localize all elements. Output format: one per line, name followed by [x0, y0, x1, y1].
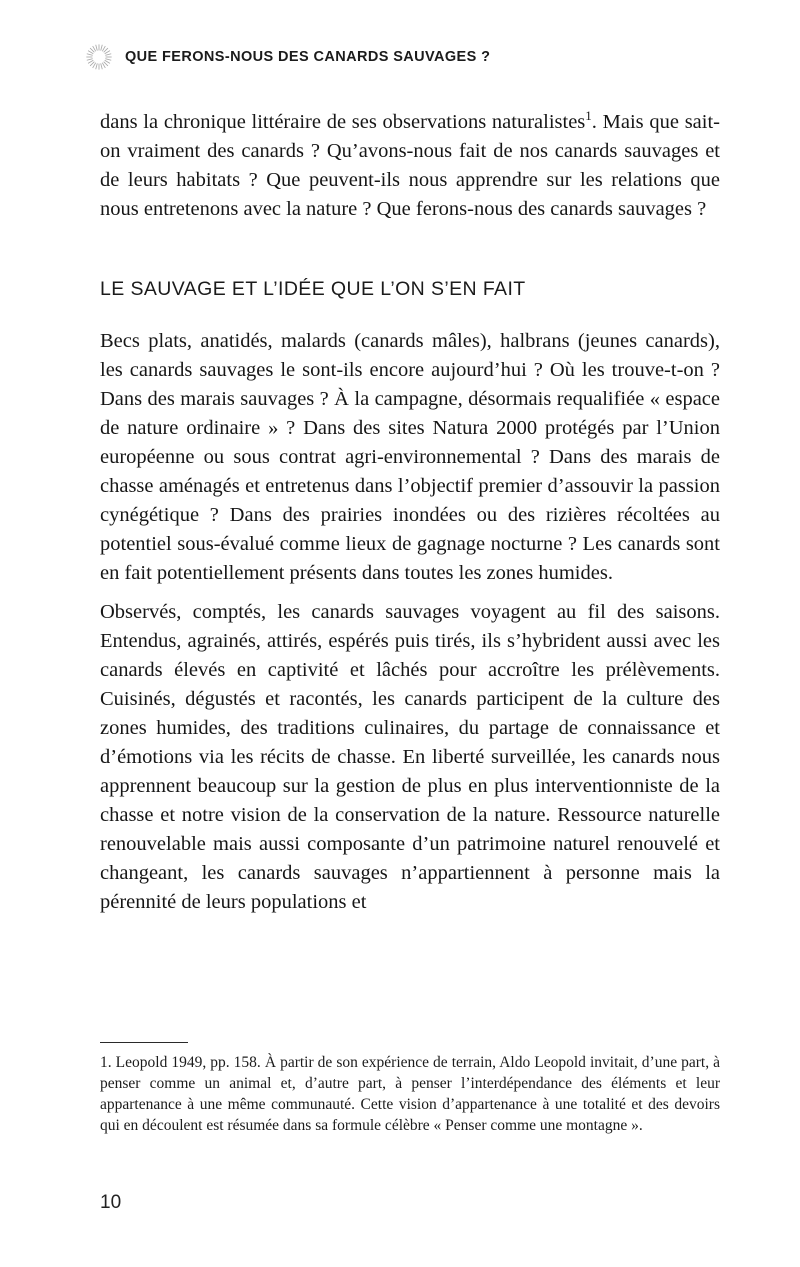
- section-heading: LE SAUVAGE ET L’IDÉE QUE L’ON S’EN FAIT: [100, 278, 526, 300]
- sun-burst-icon: [84, 42, 114, 72]
- footnote-reference: 1: [585, 108, 592, 124]
- footnote-block: [100, 1042, 720, 1136]
- paragraph: [100, 108, 720, 224]
- footnote-text: 1. Leopold 1949, pp. 158. À partir de son expérience de terrain, Aldo Leopold invitait, d’une part, à penser comme un animal et, d’autre part, à penser l’interdépendance des éléments et leur appartenance à une même communauté. Cette vision d’appartenance à une totalité et des devoirs qui en découlent est résumée dans sa formule célèbre « Penser comme une montagne ».: [100, 1054, 720, 1134]
- paragraph-text: dans la chronique littéraire de ses observations naturalistes: [100, 111, 586, 133]
- page-number: 10: [100, 1192, 122, 1213]
- paragraph: Becs plats, anatidés, malards (canards mâles), halbrans (jeunes canards), les canards sauvages le sont-ils encore aujourd’hui ? Où les trouve-t-on ? Dans des marais sauvages ? À la campagne, désormais requalifiée « espace de nature ordinaire » ? Dans des sites Natura 2000 protégés par l’Union européenne ou sous contrat agri-environnemental ? Dans des marais de chasse aménagés et entretenus dans l’objectif premier d’assouvir la passion cynégétique ? Dans des prairies inondées ou des rizières récoltées au potentiel sous-évalué comme lieux de gagnage nocturne ? Les canards sont en fait potentiellement présents dans toutes les zones humides.: [100, 330, 720, 584]
- running-header: [84, 42, 490, 72]
- paragraph: Observés, comptés, les canards sauvages voyagent au fil des saisons. Entendus, agrainés, attirés, espérés puis tirés, ils s’hybrident aussi avec les canards élevés en captivité et lâchés pour accroître les prélèvements. Cuisinés, dégustés et racontés, les canards participent de la culture des zones humides, des traditions culinaires, du partage de connaissance et d’émotions via les récits de chasse. En liberté surveillée, les canards nous apprennent beaucoup sur la gestion de plus en plus interventionniste de la chasse et notre vision de la conservation de la nature. Ressource naturelle renouvelable mais aussi composante d’un patrimoine naturel renouvelé et changeant, les canards sauvages n’appartiennent à personne mais la pérennité de leurs populations et: [100, 601, 720, 913]
- running-title: QUE FERONS-NOUS DES CANARDS SAUVAGES ?: [125, 49, 491, 65]
- footnote-separator: [100, 1042, 188, 1043]
- page-content: [100, 108, 720, 927]
- paragraph-text: . Mais que sait-on vraiment des canards ? Qu’avons-nous fait de nos canards sauvages et de leurs habitats ? Que peuvent-ils nous apprendre sur les relations que nous entretenons avec la nature ? Que ferons-nous des canards sauvages ?: [100, 111, 720, 220]
